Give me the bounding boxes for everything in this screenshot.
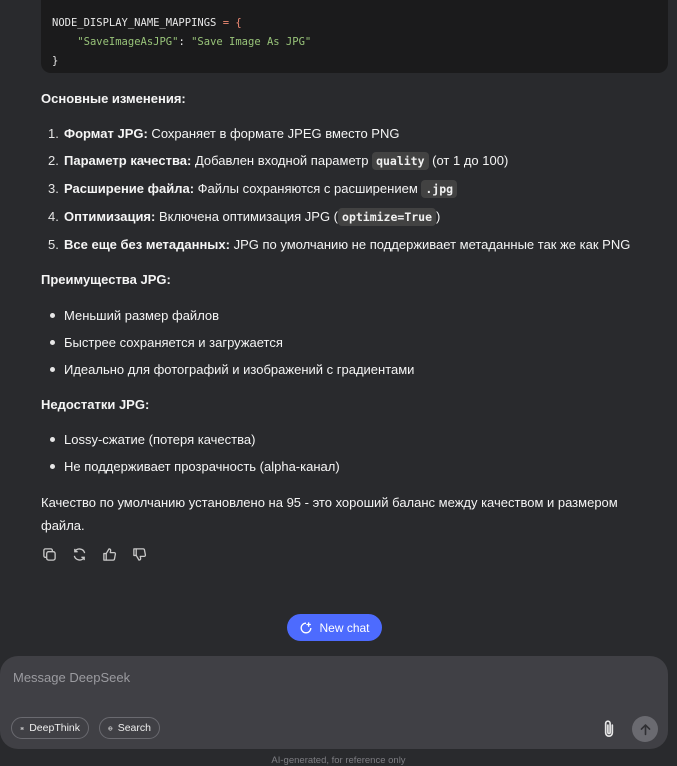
- list-item: Оптимизация: Включена оптимизация JPG ( optimize=True ): [64, 209, 441, 224]
- new-chat-icon: [299, 621, 313, 635]
- thumbs-down-icon[interactable]: [131, 546, 147, 562]
- changes-heading: Основные изменения:: [41, 91, 186, 106]
- code-string-value: "Save Image As JPG": [191, 36, 312, 48]
- list-item: Формат JPG: Сохраняет в формате JPEG вместо PNG: [64, 126, 400, 141]
- bullet-icon: [50, 340, 55, 345]
- list-item: Параметр качества: Добавлен входной параметр quality (от 1 до 100): [64, 153, 509, 168]
- new-chat-button[interactable]: [287, 614, 382, 641]
- inline-code: .jpg: [421, 180, 457, 198]
- arrow-up-icon: [639, 723, 652, 736]
- summary-text: Качество по умолчанию установлено на 95 - это хороший баланс между качеством и размером файла.: [41, 495, 618, 533]
- pros-heading: Преимущества JPG:: [41, 272, 171, 287]
- attach-icon[interactable]: [600, 719, 618, 739]
- bullet-icon: [50, 437, 55, 442]
- regenerate-icon[interactable]: [71, 546, 87, 562]
- copy-icon[interactable]: [41, 546, 57, 562]
- list-item: Все еще без метаданных: JPG по умолчанию не поддерживает метаданные так же как PNG: [64, 237, 631, 252]
- bullet-icon: [50, 367, 55, 372]
- code-closing-brace: }: [52, 55, 59, 67]
- list-number: 3.: [48, 181, 59, 196]
- code-key: NODE_DISPLAY_NAME_MAPPINGS: [52, 17, 217, 29]
- list-number: 1.: [48, 126, 59, 141]
- message-input-box[interactable]: [0, 656, 668, 749]
- search-toggle[interactable]: [99, 717, 160, 739]
- inline-code: quality: [372, 152, 428, 170]
- search-label: Search: [117, 722, 151, 734]
- message-input[interactable]: Message DeepSeek: [13, 670, 131, 685]
- message-actions: [41, 546, 147, 562]
- code-string-key: "SaveImageAsJPG": [77, 36, 179, 48]
- bullet-icon: [50, 313, 55, 318]
- globe-icon: [108, 722, 113, 735]
- list-item: Lossy-сжатие (потеря качества): [64, 432, 256, 447]
- deepthink-icon: [20, 722, 24, 735]
- cons-heading: Недостатки JPG:: [41, 397, 150, 412]
- thumbs-up-icon[interactable]: [101, 546, 117, 562]
- bullet-icon: [50, 464, 55, 469]
- footer-disclaimer: AI-generated, for reference only: [271, 755, 406, 766]
- list-number: 4.: [48, 209, 59, 224]
- list-item: Не поддерживает прозрачность (alpha-канал): [64, 459, 340, 474]
- code-operator: = {: [216, 17, 242, 29]
- code-separator: :: [178, 36, 192, 48]
- deepthink-label: DeepThink: [29, 722, 80, 734]
- list-item: Идеально для фотографий и изображений с градиентами: [64, 362, 415, 377]
- list-item: Быстрее сохраняется и загружается: [64, 335, 283, 350]
- send-button[interactable]: [632, 716, 658, 742]
- list-item: Расширение файла: Файлы сохраняются с расширением .jpg: [64, 181, 457, 196]
- deepthink-toggle[interactable]: [11, 717, 89, 739]
- list-number: 5.: [48, 237, 59, 252]
- inline-code: optimize=True: [338, 208, 436, 226]
- list-number: 2.: [48, 153, 59, 168]
- code-block: [41, 0, 668, 73]
- new-chat-label: New chat: [319, 620, 370, 635]
- list-item: Меньший размер файлов: [64, 308, 220, 323]
